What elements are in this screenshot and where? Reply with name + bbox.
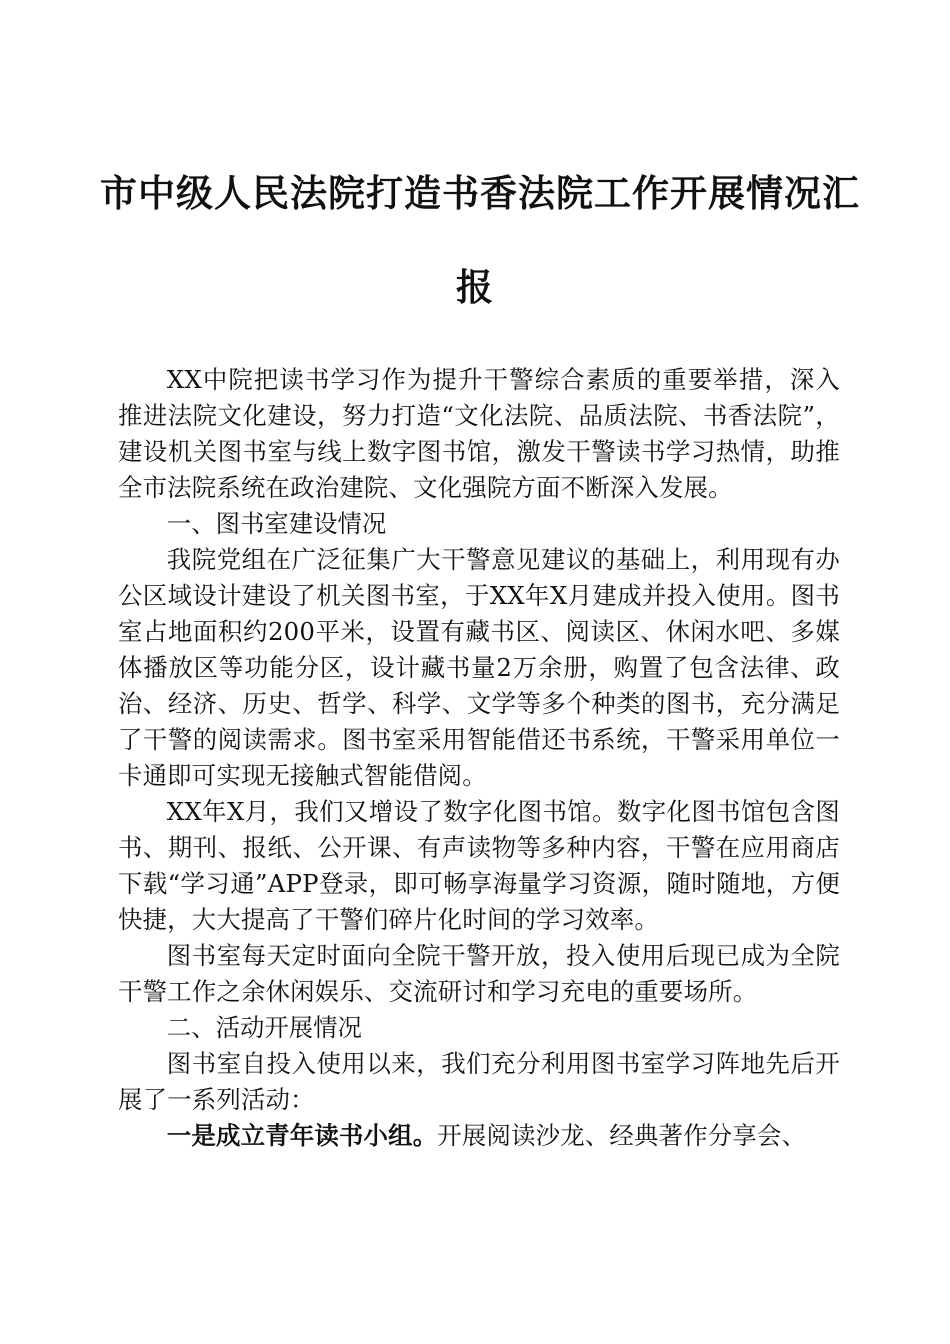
- document-body: [118, 362, 840, 1154]
- intro-paragraph: XX中院把读书学习作为提升干警综合素质的重要举措，深入推进法院文化建设，努力打造“文化法院、品质法院、书香法院”，建设机关图书室与线上数字图书馆，激发干警读书学习热情，助推全市法院系统在政治建院、文化强院方面不断深入发展。: [118, 365, 840, 502]
- section-1-paragraph-2: XX年X月，我们又增设了数字化图书馆。数字化图书馆包含图书、期刊、报纸、公开课、有声读物等多种内容，干警在应用商店下载“学习通”APP登录，即可畅享海量学习资源，随时随地，方便快捷，大大提高了干警们碎片化时间的学习效率。: [118, 797, 840, 934]
- section-1-heading: 一、图书室建设情况: [166, 509, 387, 538]
- section-2-heading: 二、活动开展情况: [166, 1013, 362, 1042]
- section-2-item-1-text: 开展阅读沙龙、经典著作分享会、: [437, 1121, 807, 1150]
- section-2-item-1-lead: 一是成立青年读书小组。: [166, 1121, 438, 1150]
- document-title-line-1: 市中级人民法院打造书香法院工作开展情况汇: [100, 171, 860, 215]
- section-2-paragraph-1: 图书室自投入使用以来，我们充分利用图书室学习阵地先后开展了一系列活动：: [118, 1049, 840, 1114]
- section-1-paragraph-3: 图书室每天定时面向全院干警开放，投入使用后现已成为全院干警工作之余休闲娱乐、交流研讨和学习充电的重要场所。: [118, 941, 840, 1006]
- section-2-item-1: [118, 1118, 840, 1154]
- section-1-paragraph-1: 我院党组在广泛征集广大干警意见建议的基础上，利用现有办公区域设计建设了机关图书室，于XX年X月建成并投入使用。图书室占地面积约200平米，设置有藏书区、阅读区、休闲水吧、多媒体播放区等功能分区，设计藏书量2万余册，购置了包含法律、政治、经济、历史、哲学、科学、文学等多个种类的图书，充分满足了干警的阅读需求。图书室采用智能借还书系统，干警采用单位一卡通即可实现无接触式智能借阅。: [118, 545, 840, 790]
- document-title-line-2: 报: [456, 265, 494, 309]
